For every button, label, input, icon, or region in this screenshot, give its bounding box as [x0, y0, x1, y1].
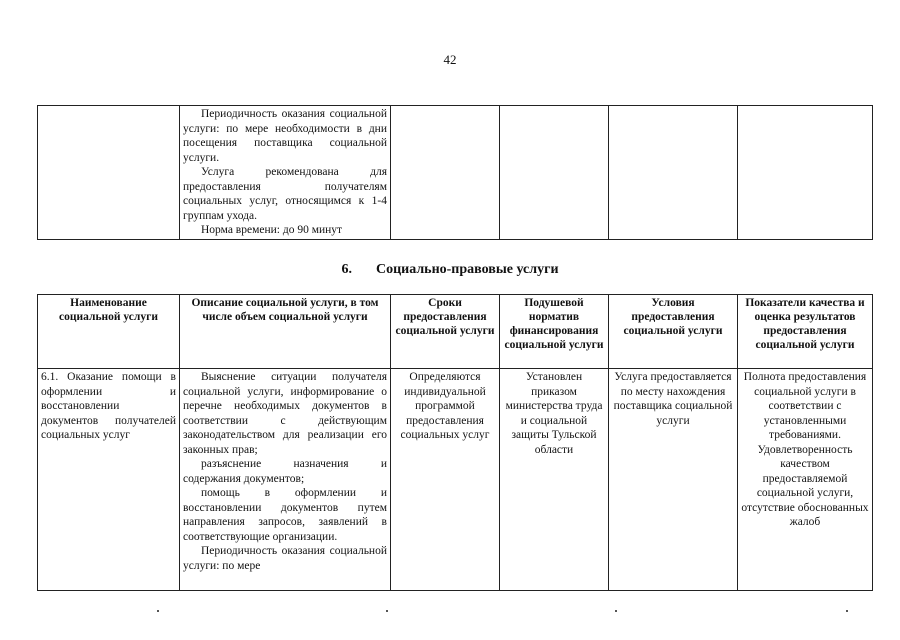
service-financing: Установлен приказом министерства труда и социальной защиты Тульской области — [500, 369, 609, 591]
recommendation-text: Услуга рекомендована для предоставления получателям социальных услуг, относящимся к 1-4 группам ухода. — [183, 166, 387, 222]
description-paragraph: Выяснение ситуации получателя социальной услуги, информирование о перечне необходимых документов в соответствии с действующим законодательством для реализации его законных прав; — [183, 371, 387, 456]
service-quality — [738, 369, 873, 591]
quality-paragraph: Удовлетворенность качеством предоставляемой социальной услуги, отсутствие обоснованных жалоб — [741, 443, 869, 528]
scan-speck — [615, 610, 617, 612]
service-terms: Определяются индивидуальной программой предоставления социальных услуг — [391, 369, 500, 591]
continuation-table — [37, 105, 873, 240]
header-name: Наименование социальной услуги — [38, 295, 180, 369]
header-conditions: Условия предоставления социальной услуги — [609, 295, 738, 369]
header-terms: Сроки предоставления социальной услуги — [391, 295, 500, 369]
scan-speck — [386, 610, 388, 612]
quality-paragraph: Полнота предоставления социальной услуги в соответствии с установленными требованиями. — [743, 371, 867, 441]
frequency-text: Периодичность оказания социальной услуги: по мере необходимости в дни посещения поставщика социальной услуги. — [183, 108, 387, 164]
description-cell — [180, 106, 391, 240]
section-number: 6. — [341, 262, 352, 277]
financing-cell — [500, 106, 609, 240]
scan-speck — [157, 610, 159, 612]
page-number: 42 — [443, 52, 457, 67]
header-row — [38, 295, 873, 369]
service-conditions: Услуга предоставляется по месту нахождения поставщика социальной услуги — [609, 369, 738, 591]
services-table — [37, 294, 873, 591]
time-norm-text: Норма времени: до 90 минут — [201, 224, 343, 236]
description-paragraph: разъяснение назначения и содержания документов; — [183, 458, 387, 485]
header-financing: Подушевой норматив финансирования социальной услуги — [500, 295, 609, 369]
section-heading — [0, 262, 900, 278]
table-row — [38, 106, 873, 240]
name-cell — [38, 106, 180, 240]
terms-cell — [391, 106, 500, 240]
section-title: Социально-правовые услуги — [375, 262, 559, 277]
conditions-cell — [609, 106, 738, 240]
scan-speck — [846, 610, 848, 612]
description-paragraph: Периодичность оказания социальной услуги: по мере — [183, 545, 387, 572]
description-paragraph: помощь в оформлении и восстановлении документов путем направления запросов, заявлений в соответствующие организации. — [183, 487, 387, 543]
service-name: 6.1. Оказание помощи в оформлении и восстановлении документов получателей социальных услуг — [38, 369, 180, 591]
table-row — [38, 369, 873, 591]
header-quality: Показатели качества и оценка результатов предоставления социальной услуги — [738, 295, 873, 369]
service-description — [180, 369, 391, 591]
header-description: Описание социальной услуги, в том числе объем социальной услуги — [180, 295, 391, 369]
quality-cell — [738, 106, 873, 240]
